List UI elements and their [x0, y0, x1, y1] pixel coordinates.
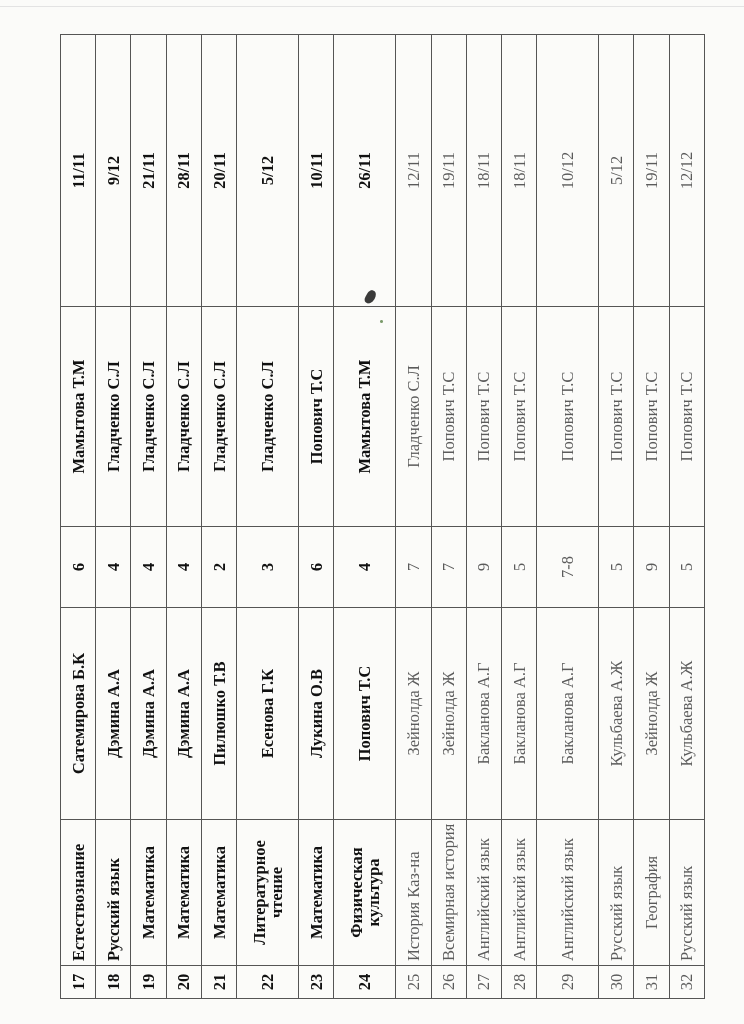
reviewer-cell: Гладченко С.Л	[396, 307, 431, 527]
date-cell: 18/11	[466, 35, 501, 307]
subject-cell: Естествознание	[61, 820, 96, 966]
teacher-cell: Дэмина А.А	[166, 608, 201, 820]
row-number: 17	[61, 966, 96, 999]
grade-cell: 2	[201, 527, 236, 608]
grade-cell: 7-8	[537, 527, 599, 608]
grade-cell: 4	[166, 527, 201, 608]
schedule-table	[60, 34, 705, 999]
row-number: 22	[237, 966, 299, 999]
table-row	[501, 35, 536, 999]
table-row	[537, 35, 599, 999]
teacher-cell: Попович Т.С	[334, 608, 396, 820]
row-number: 30	[599, 966, 634, 999]
row-number: 18	[96, 966, 131, 999]
table-row	[61, 35, 96, 999]
reviewer-cell: Гладченко С.Л	[131, 307, 166, 527]
date-cell: 11/11	[61, 35, 96, 307]
reviewer-cell: Попович Т.С	[599, 307, 634, 527]
table-row	[396, 35, 431, 999]
date-cell: 10/11	[299, 35, 334, 307]
reviewer-cell: Попович Т.С	[466, 307, 501, 527]
reviewer-cell: Мамытова Т.М	[61, 307, 96, 527]
subject-cell: Английский язык	[537, 820, 599, 966]
subject-cell: Русский язык	[96, 820, 131, 966]
reviewer-cell: Гладченко С.Л	[166, 307, 201, 527]
subject-cell: Математика	[166, 820, 201, 966]
grade-cell: 7	[431, 527, 466, 608]
date-cell: 19/11	[634, 35, 669, 307]
subject-cell: География	[634, 820, 669, 966]
teacher-cell: Бакланова А.Г	[501, 608, 536, 820]
teacher-cell: Кульбаева А.Ж	[669, 608, 704, 820]
row-number: 20	[166, 966, 201, 999]
subject-cell: Математика	[299, 820, 334, 966]
table-row	[466, 35, 501, 999]
table-row	[599, 35, 634, 999]
row-number: 29	[537, 966, 599, 999]
reviewer-cell: Гладченко С.Л	[201, 307, 236, 527]
grade-cell: 9	[634, 527, 669, 608]
subject-cell: Русский язык	[669, 820, 704, 966]
date-cell: 28/11	[166, 35, 201, 307]
grade-cell: 4	[131, 527, 166, 608]
subject-cell: Английский язык	[466, 820, 501, 966]
row-number: 27	[466, 966, 501, 999]
subject-cell: Физическая культура	[334, 820, 396, 966]
row-number: 19	[131, 966, 166, 999]
grade-cell: 9	[466, 527, 501, 608]
grade-cell: 5	[669, 527, 704, 608]
teacher-cell: Бакланова А.Г	[537, 608, 599, 820]
grade-cell: 3	[237, 527, 299, 608]
teacher-cell: Дэмина А.А	[131, 608, 166, 820]
reviewer-cell: Попович Т.С	[501, 307, 536, 527]
date-cell: 12/12	[669, 35, 704, 307]
teacher-cell: Зейнолда Ж	[396, 608, 431, 820]
table-row	[431, 35, 466, 999]
teacher-cell: Бакланова А.Г	[466, 608, 501, 820]
subject-cell: Русский язык	[599, 820, 634, 966]
teacher-cell: Зейнолда Ж	[431, 608, 466, 820]
table-row	[334, 35, 396, 999]
row-number: 28	[501, 966, 536, 999]
subject-cell: Всемирная история	[431, 820, 466, 966]
subject-cell: Литературное чтение	[237, 820, 299, 966]
table-row	[634, 35, 669, 999]
date-cell: 20/11	[201, 35, 236, 307]
reviewer-cell: Попович Т.С	[634, 307, 669, 527]
teacher-cell: Зейнолда Ж	[634, 608, 669, 820]
subject-cell: Математика	[201, 820, 236, 966]
reviewer-cell: Попович Т.С	[537, 307, 599, 527]
teacher-cell: Есенова Г.К	[237, 608, 299, 820]
reviewer-cell: Гладченко С.Л	[96, 307, 131, 527]
reviewer-cell: Мамытова Т.М	[334, 307, 396, 527]
row-number: 21	[201, 966, 236, 999]
subject-cell: Английский язык	[501, 820, 536, 966]
teacher-cell: Дэмина А.А	[96, 608, 131, 820]
reviewer-cell: Попович Т.С	[431, 307, 466, 527]
date-cell: 12/11	[396, 35, 431, 307]
row-number: 23	[299, 966, 334, 999]
grade-cell: 4	[334, 527, 396, 608]
date-cell: 10/12	[537, 35, 599, 307]
reviewer-cell: Попович Т.С	[299, 307, 334, 527]
subject-cell: История Каз-на	[396, 820, 431, 966]
teacher-cell: Сатемирова Б.К	[61, 608, 96, 820]
table-row	[201, 35, 236, 999]
row-number: 31	[634, 966, 669, 999]
reviewer-cell: Гладченко С.Л	[237, 307, 299, 527]
date-cell: 26/11	[334, 35, 396, 307]
table-row	[166, 35, 201, 999]
subject-cell: Математика	[131, 820, 166, 966]
teacher-cell: Лукина О.В	[299, 608, 334, 820]
row-number: 24	[334, 966, 396, 999]
date-cell: 18/11	[501, 35, 536, 307]
grade-cell: 6	[61, 527, 96, 608]
date-cell: 9/12	[96, 35, 131, 307]
row-number: 26	[431, 966, 466, 999]
grade-cell: 5	[501, 527, 536, 608]
page-top-edge	[0, 6, 744, 7]
teacher-cell: Кульбаева А.Ж	[599, 608, 634, 820]
grade-cell: 7	[396, 527, 431, 608]
table-row	[131, 35, 166, 999]
reviewer-cell: Попович Т.С	[669, 307, 704, 527]
row-number: 32	[669, 966, 704, 999]
grade-cell: 5	[599, 527, 634, 608]
date-cell: 5/12	[237, 35, 299, 307]
table-row	[299, 35, 334, 999]
row-number: 25	[396, 966, 431, 999]
date-cell: 5/12	[599, 35, 634, 307]
teacher-cell: Пилюшко Т.В	[201, 608, 236, 820]
date-cell: 21/11	[131, 35, 166, 307]
grade-cell: 4	[96, 527, 131, 608]
grade-cell: 6	[299, 527, 334, 608]
table-row	[669, 35, 704, 999]
schedule-table-rotated	[60, 35, 705, 999]
table-row	[237, 35, 299, 999]
table-row	[96, 35, 131, 999]
date-cell: 19/11	[431, 35, 466, 307]
